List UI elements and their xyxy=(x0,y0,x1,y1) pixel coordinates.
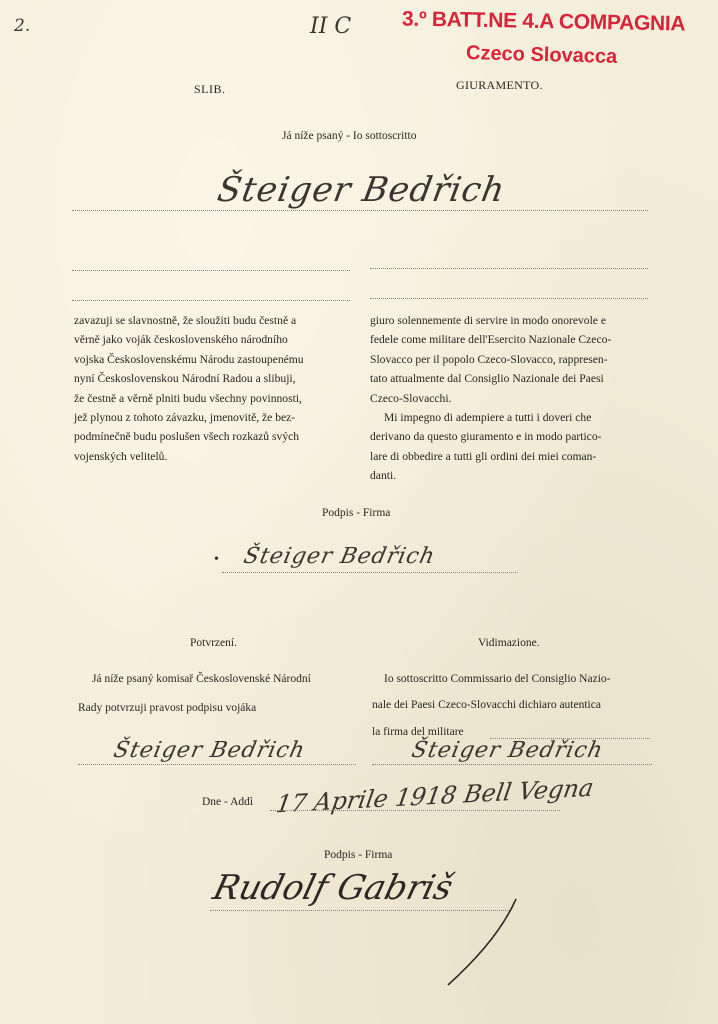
undersigned-label: Já níže psaný - Io sottoscritto xyxy=(282,130,417,142)
name-dotted-line xyxy=(72,210,648,211)
confirmation-text-line1: Já níže psaný komisař Československé Národní xyxy=(92,673,311,685)
blank-dotted-line-left-2 xyxy=(72,300,350,301)
italian-oath-text xyxy=(370,311,652,486)
blank-dotted-line-left xyxy=(72,270,350,271)
confirmation-title: Potvrzení. xyxy=(190,637,237,649)
italian-oath-line: giuro solennemente di servire in modo onorevole e xyxy=(370,314,606,327)
italian-oath-line: Slovacco per il popolo Czeco-Slovacco, rappresen- xyxy=(370,352,608,366)
signature-label-2: Podpis - Firma xyxy=(324,849,393,861)
blank-dotted-line-right-2 xyxy=(370,298,648,299)
italian-oath-line: derivano da questo giuramento e in modo partico- xyxy=(370,430,602,444)
czech-oath-line: věrně jako voják československého národního xyxy=(74,333,288,347)
page-number: 2. xyxy=(14,16,31,36)
czech-oath-line: jež plynou z tohoto závazku, jmenovitě, že bez- xyxy=(74,411,296,425)
italian-oath-line: danti. xyxy=(370,469,397,483)
confirmation-dotted-line xyxy=(78,764,356,765)
vidimazione-dotted-line xyxy=(372,764,652,765)
file-mark: II C xyxy=(310,14,352,39)
title-czech: SLIB. xyxy=(194,82,226,96)
soldier-signature: Šteiger Bedřich xyxy=(241,544,438,569)
vidimazione-text-line2: nale dei Paesi Czeco-Slovacchi dichiaro autentica xyxy=(372,699,601,711)
vidimazione-text-line3: la firma del militare xyxy=(372,726,464,738)
title-italian: GIURAMENTO. xyxy=(456,78,543,92)
date-dotted-line xyxy=(270,810,560,811)
vidimazione-text-line1: Io sottoscritto Commissario del Consiglio Nazio- xyxy=(384,673,611,685)
czech-oath-text xyxy=(74,311,354,466)
date-handwritten: 17 Aprile 1918 Bell Vegna xyxy=(273,773,596,819)
bullet-dot: • xyxy=(214,552,219,567)
soldier-name-handwritten: Šteiger Bedřich xyxy=(214,170,509,210)
italian-oath-line: Mi impegno di adempiere a tutti i doveri che xyxy=(384,411,592,425)
czech-oath-line: zavazuji se slavnostně, že sloužiti budu čestně a xyxy=(74,314,297,327)
vidimazione-handwritten-name: Šteiger Bedřich xyxy=(409,738,606,763)
signature-label: Podpis - Firma xyxy=(322,507,391,519)
unit-stamp-line1: 3.º BATT.NE 4.A COMPAGNIA xyxy=(401,7,686,36)
czech-oath-line: vojenských velitelů. xyxy=(74,449,168,463)
italian-oath-line: fedele come militare dell'Esercito Nazionale Czeco- xyxy=(370,333,612,347)
confirmation-text-line2: Rady potvrzuji pravost podpisu vojáka xyxy=(78,702,257,714)
vidimazione-title: Vidimazione. xyxy=(478,637,540,649)
signature-flourish-icon xyxy=(430,895,540,990)
date-label: Dne - Addì xyxy=(202,796,254,808)
blank-dotted-line-right xyxy=(370,268,648,269)
czech-oath-line: podmínečně budu poslušen všech rozkazů svých xyxy=(74,430,300,444)
czech-oath-line: že čestně a věrně plniti budu všechny povinnosti, xyxy=(74,391,302,405)
commissioner-signature: Rudolf Gabriš xyxy=(209,868,457,908)
czech-oath-line: nyní Československou Národní Radou a slibuji, xyxy=(74,372,296,386)
unit-stamp-line2: Czeco Slovacca xyxy=(465,42,618,68)
italian-oath-line: tato attualmente dal Consiglio Nazionale dei Paesi xyxy=(370,372,604,386)
czech-oath-line: vojska Československému Národu zastoupenému xyxy=(74,352,304,366)
confirmation-handwritten-name: Šteiger Bedřich xyxy=(111,738,308,763)
italian-oath-line: Czeco-Slovacchi. xyxy=(370,391,452,405)
italian-oath-line: lare di obbedire a tutti gli ordini dei miei coman- xyxy=(370,449,597,463)
signature-dotted-line xyxy=(222,572,518,573)
